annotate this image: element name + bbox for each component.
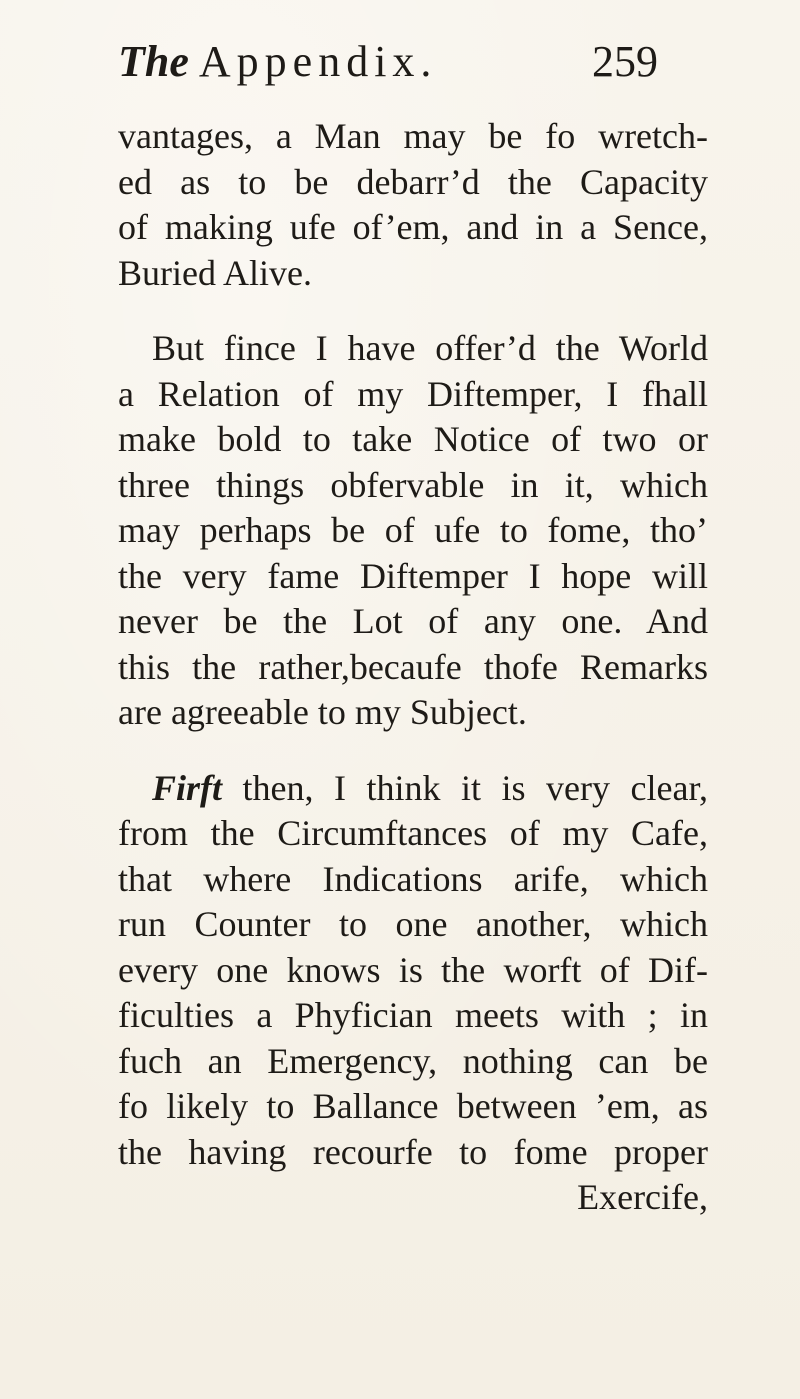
- text-line: never be the Lot of any one. And: [118, 601, 708, 641]
- catchword: Exercife,: [577, 1177, 708, 1217]
- text-line: run Counter to one another, which: [118, 904, 708, 944]
- text-line: ficulties a Phyfician meets with ; in: [118, 995, 708, 1035]
- text-line: fo likely to Ballance between ’em, as: [118, 1086, 708, 1126]
- lead-word: Firft: [152, 767, 223, 808]
- paragraph-1: [118, 114, 708, 296]
- text-line: make bold to take Notice of two or: [118, 419, 708, 459]
- first-line-rest: then, I think it is very clear,: [242, 767, 708, 808]
- running-title-caps: Appendix.: [198, 37, 438, 86]
- text-line: that where Indications arife, which: [118, 858, 708, 899]
- running-header: [118, 36, 658, 96]
- text-line: of making ufe of’em, and in a Sence,: [118, 207, 708, 247]
- text-line: from the Circumftances of my Cafe,: [118, 813, 708, 853]
- text-line: are agreeable to my Subject.: [118, 692, 527, 732]
- text-line: fuch an Emergency, nothing can be: [118, 1040, 708, 1081]
- text-line: the very fame Diftemper I hope will: [118, 555, 708, 596]
- text-line: ed as to be debarr’d the Capacity: [118, 161, 708, 202]
- text-line: vantages, a Man may be fo wretch-: [118, 116, 708, 156]
- paragraph-2: [118, 326, 708, 736]
- text-line: may perhaps be of ufe to fome, tho’: [118, 510, 708, 550]
- text-line: a Relation of my Diftemper, I fhall: [118, 373, 708, 414]
- body-text: [118, 114, 708, 1221]
- text-line: every one knows is the worft of Dif-: [118, 949, 708, 990]
- paragraph-3: [118, 766, 708, 1221]
- text-line: the having recourfe to fome proper: [118, 1131, 708, 1172]
- text-line: Buried Alive.: [118, 252, 312, 293]
- text-line: [118, 766, 708, 812]
- running-title: [118, 36, 437, 87]
- running-title-italic: The: [118, 37, 189, 86]
- text-line: But fince I have offer’d the World: [152, 328, 708, 368]
- paragraph-gap: [118, 296, 708, 326]
- paragraph-gap: [118, 736, 708, 766]
- page-number: 259: [592, 37, 658, 86]
- text-line: three things obfervable in it, which: [118, 464, 708, 505]
- text-line: this the rather,becaufe thofe Remarks: [118, 646, 708, 687]
